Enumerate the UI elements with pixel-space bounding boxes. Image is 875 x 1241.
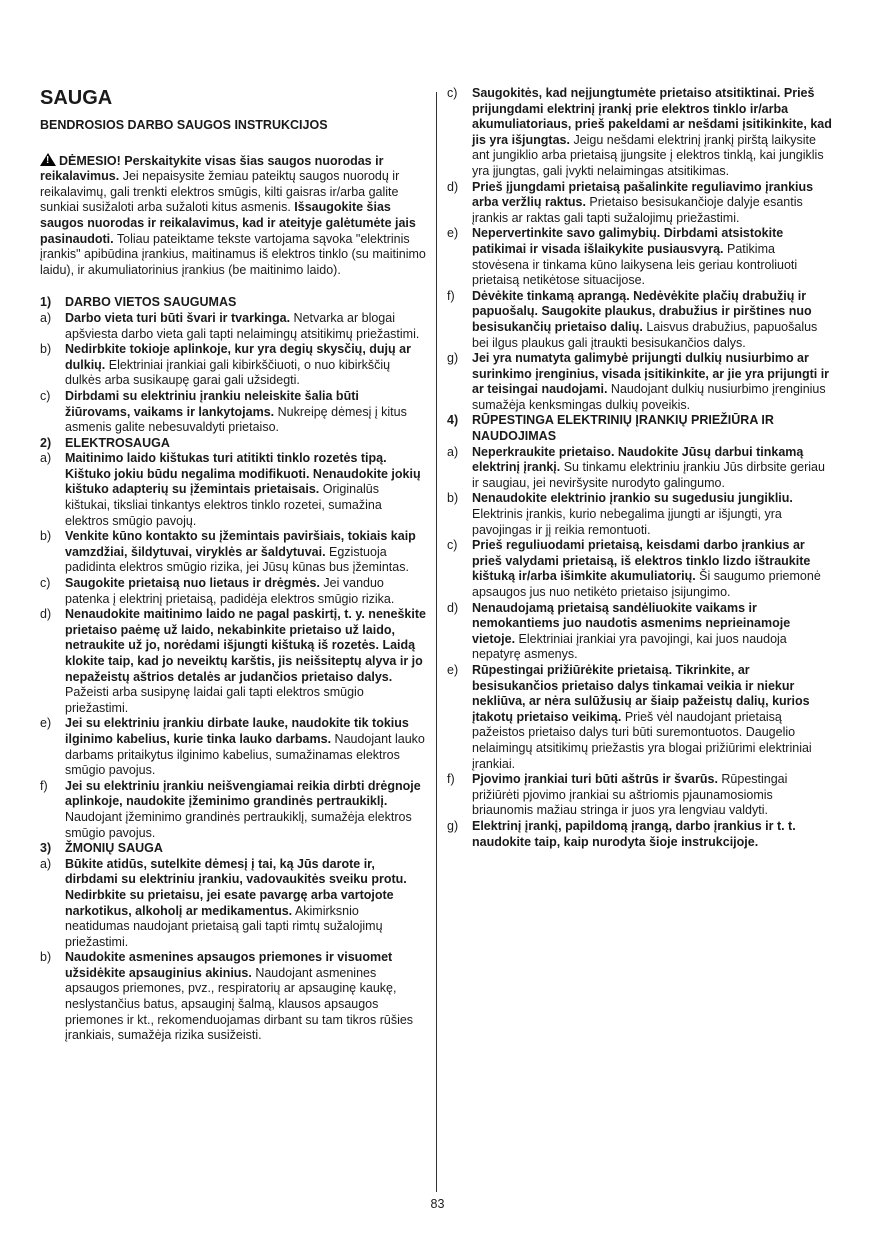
- right-column: [447, 86, 835, 850]
- column-divider: [436, 92, 437, 1192]
- list-item: b) Nedirbkite tokioje aplinkoje, kur yra degių skysčių, dujų ar dulkių. Elektriniai įrankiai gali kibirkščiuoti, o nuo kibirkščių dulkės arba susikaupę garai gali užsidegti.: [40, 342, 411, 388]
- list-item: f) Jei su elektriniu įrankiu neišvengiamai reikia dirbti drėgnoje aplinkoje, naudokite įžeminimo grandinės pertraukiklį. Naudojant įžeminimo grandinės pertraukiklį, sumažėja elektros smūgio pavojus.: [40, 778, 421, 840]
- page-title: SAUGA: [40, 87, 113, 109]
- intro-paragraph: [40, 153, 426, 279]
- list-item: d) Nenaudokite maitinimo laido ne pagal paskirtį, t. y. neneškite prietaiso paėmę už laido, nekabinkite prietaiso už laido, netraukite už jo, norėdami išjungti kištuką iš rozetės. Laidą klokite taip, kad jo neveiktų karštis, jis neišsiteptų alyva ir jo nepažeistų aštrios detalės ar judančios prietaiso dalys. Pažeisti arba susipynę laidai gali tapti elektros smūgio priežastimi.: [40, 607, 426, 715]
- list-item: c) Saugokitės, kad neįjungtumėte prietaiso atsitiktinai. Prieš prijungdami elektrinį įrankį prie elektros tinklo ir/arba akumuliatoriaus, prieš pakeldami ar nešdami įsitikinkite, kad jis yra išjungtas. Jeigu nešdami elektrinį įrankį pirštą laikysite ant jungiklio arba prietaisą įjungsite į elektros tinklą, kai jungiklis yra įjungtas, gali įvykti nelaimingas atsitikimas.: [447, 86, 832, 178]
- intro-keep-bold: Išsaugokite šias saugos nuorodas ir reikalavimus, kad ir ateityje galėtumėte jais pasinaudoti.: [40, 200, 416, 246]
- list-item: a) Būkite atidūs, sutelkite dėmesį į tai, ką Jūs darote ir, dirbdami su elektriniu įrankiu, vadovaukitės sveiku protu. Nedirbkite su prietaisu, jei esate pavargę arba vartojote narkotikus, alkoholį ar medikamentus. Akimirksnio neatidumas naudojant prietaisą gali tapti rimtų sužalojimų priežastimi.: [40, 856, 407, 949]
- list-item: b) Nenaudokite elektrinio įrankio su sugedusiu jungikliu. Elektrinis įrankis, kurio nebegalima įjungti ar išjungti, yra pavojingas ir jį reikia remontuoti.: [447, 491, 793, 537]
- list-item: g) Jei yra numatyta galimybė prijungti dulkių nusiurbimo ar surinkimo įrenginius, visada įsitikinkite, ar jie yra prijungti ir ar teisingai naudojami. Naudojant dulkių nusiurbimo įrenginius sumažėja kenksmingas dulkių poveikis.: [447, 351, 830, 412]
- list-item: e) Rūpestingai prižiūrėkite prietaisą. Tikrinkite, ar besisukančios prietaiso dalys tinkamai veikia ir niekur nekliūva, ar nėra sulūžusių ar šiaip pažeistų dalių, kurios įtakotų prietaiso veikimą. Prieš vėl naudojant prietaisą pažeistos prietaiso dalys turi būti suremontuotos. Daugelio nelaimingų atsitikimų priežastis yra blogai prižiūrimi elektriniai įrankiai.: [447, 662, 812, 771]
- list-item: a) Neperkraukite prietaiso. Naudokite Jūsų darbui tinkamą elektrinį įrankį. Su tinkamu elektriniu įrankiu Jūs dirbsite geriau ir saugiau, jei neviršysite nurodyto galingumo.: [447, 444, 825, 490]
- left-column: [40, 86, 426, 1044]
- page-number: 83: [430, 1197, 445, 1211]
- list-item: b) Naudokite asmenines apsaugos priemones ir visuomet užsidėkite apsauginius akinius. Naudojant asmenines apsaugos priemones, pvz., respiratorių ar apsauginę kaukę, neslystančius batus, apsauginį šalmą, klausos apsaugos priemones ir kt., rekomenduojamas dirbant su tam tikros rūšies įrankiais, sumažėja rizika susižeisti.: [40, 950, 414, 1043]
- list-item: a) Darbo vieta turi būti švari ir tvarkinga. Netvarka ar blogai apšviesta darbo vieta gali tapti nelaimingų atsitikimų priežastimi.: [40, 310, 420, 341]
- intro-text-1: Jei nepaisysite žemiau pateiktų saugos nuorodų ir reikalavimų, gali trenkti elektros smūgis, kilti gaisras ir/arba galite sunkiai susižaloti arba sužaloti kitus asmenis.: [40, 169, 400, 215]
- section-2-heading: 2) ELEKTROSAUGA: [40, 435, 170, 450]
- list-item: d) Prieš įjungdami prietaisą pašalinkite reguliavimo įrankius arba veržlių raktus. Prietaiso besisukančioje dalyje esantis įrankis ar raktas gali tapti sužalojimų priežastimi.: [447, 179, 814, 225]
- intro-warning-bold: DĖMESIO! Perskaitykite visas šias saugos nuorodas ir reikalavimus.: [40, 153, 384, 184]
- list-item: d) Nenaudojamą prietaisą sandėliuokite vaikams ir nemokantiems juo naudotis asmenims neprieinamoje vietoje. Elektriniai įrankiai yra pavojingi, kai juos naudoja nepatyrę asmenys.: [447, 600, 791, 662]
- list-item: e) Nepervertinkite savo galimybių. Dirbdami atsistokite patikimai ir visada išlaikykite pusiausvyrą. Patikima stovėsena ir tinkama kūno laikysena leis geriau kontroliuoti prietaisą netikėtose situacijose.: [447, 226, 798, 288]
- list-item: c) Saugokite prietaisą nuo lietaus ir drėgmės. Jei vanduo patenka į elektrinį prietaisą, padidėja elektros smūgio rizika.: [40, 576, 395, 606]
- list-item: f) Pjovimo įrankiai turi būti aštrūs ir švarūs. Rūpestingai prižiūrėti pjovimo įrankiai su aštriomis pjaunamosiomis briaunomis mažiau stringa ir juos yra lengviau valdyti.: [447, 772, 788, 818]
- warning-triangle-icon: !: [40, 153, 56, 166]
- list-item: b) Venkite kūno kontakto su įžemintais paviršiais, tokiais kaip vamzdžiai, šildytuvai, viryklės ar šaldytuvai. Egzistuoja padidinta elektros smūgio rizika, jei Jūsų kūnas bus įžemintas.: [40, 529, 416, 575]
- page-subtitle: BENDROSIOS DARBO SAUGOS INSTRUKCIJOS: [40, 118, 328, 132]
- list-item: e) Jei su elektriniu įrankiu dirbate lauke, naudokite tik tokius ilginimo kabelius, kurie tinka lauko darbams. Naudojant lauko darbams pritaikytus ilginimo kabelius, sumažinamas elektros smūgio pavojus.: [40, 716, 425, 778]
- section-4-heading: 4) RŪPESTINGA ELEKTRINIŲ ĮRANKIŲ PRIEŽIŪRA IR NAUDOJIMAS: [447, 413, 774, 444]
- list-item: c) Prieš reguliuodami prietaisą, keisdami darbo įrankius ar prieš valydami prietaisą, iš elektros tinklo lizdo ištraukite kištuką ir/arba išimkite akumuliatorių. Ši saugumo priemonė apsaugos jus nuo netikėto prietaiso įsijungimo.: [447, 538, 821, 599]
- intro-text-2: Toliau pateiktame tekste vartojama sąvoka "elektrinis įrankis" apibūdina įrankius, maitinamus iš elektros tinklo (su maitinimo laidu), ir akumuliatorinius įrankius (be maitinimo laido).: [40, 231, 426, 277]
- list-item: c) Dirbdami su elektriniu įrankiu neleiskite šalia būti žiūrovams, vaikams ir lankytojams. Nukreipę dėmesį į kitus asmenis galite nebesuvaldyti prietaiso.: [40, 388, 407, 435]
- section-1-heading: 1) DARBO VIETOS SAUGUMAS: [40, 295, 237, 310]
- list-item: g) Elektrinį įrankį, papildomą įrangą, darbo įrankius ir t. t. naudokite taip, kaip nurodyta šioje instrukcijoje.: [447, 818, 796, 849]
- section-3-heading: 3) ŽMONIŲ SAUGA: [40, 841, 163, 856]
- list-item: f) Dėvėkite tinkamą aprangą. Nedėvėkite plačių drabužių ir papuošalų. Saugokite plaukus, drabužius ir pirštines nuo besisukančių prietaiso dalių. Laisvus drabužius, papuošalus bei ilgus plaukus gali įtraukti besisukančios dalys.: [447, 288, 818, 350]
- list-item: a) Maitinimo laido kištukas turi atitikti tinklo rozetės tipą. Kištuko jokiu būdu negalima modifikuoti. Nenaudokite jokių kištuko adapterių su įžemintais prietaisais. Originalūs kištukai, tiksliai tinkantys elektros tinklo rozetei, sumažina elektros smūgio pavojų.: [40, 451, 421, 528]
